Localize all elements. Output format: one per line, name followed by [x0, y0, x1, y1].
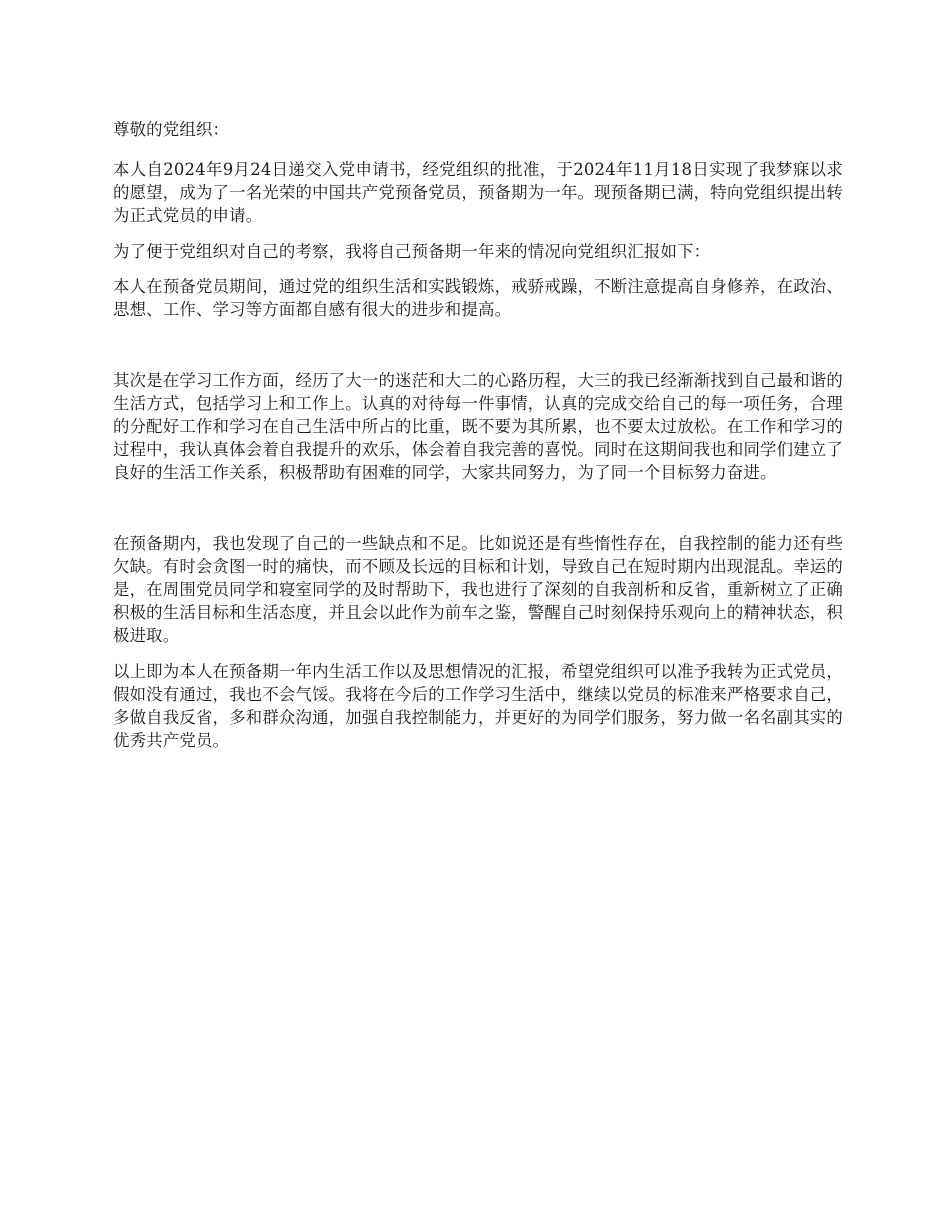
- salutation: 尊敬的党组织：: [113, 120, 230, 139]
- paragraph-political-growth: 本人在预备党员期间，通过党的组织生活和实践锻炼，戒骄戒躁，不断注意提高自身修养，在政治、思想、工作、学习等方面都自感有很大的进步和提高。: [113, 277, 843, 319]
- paragraph-study-work: 其次是在学习工作方面，经历了大一的迷茫和大二的心路历程，大三的我已经渐渐找到自己最和谐的生活方式，包括学习上和工作上。认真的对待每一件事情，认真的完成交给自己的每一项任务，合理的分配好工作和学习在自己生活中所占的比重，既不要为其所累，也不要太过放松。在工作和学习的过程中，我认真体会着自我提升的欢乐，体会着自我完善的喜悦。同时在这期间我也和同学们建立了良好的生活工作关系，积极帮助有困难的同学，大家共同努力，为了同一个目标努力奋进。: [113, 371, 843, 482]
- paragraph-shortcomings: 在预备期内，我也发现了自己的一些缺点和不足。比如说还是有些惰性存在，自我控制的能力还有些欠缺。有时会贪图一时的痛快，而不顾及长远的目标和计划，导致自己在短时期内出现混乱。幸运的是，在周围党员同学和寝室同学的及时帮助下，我也进行了深刻的自我剖析和反省，重新树立了正确积极的生活目标和生活态度，并且会以此作为前车之鉴，警醒自己时刻保持乐观向上的精神状态，积极进取。: [113, 534, 843, 645]
- paragraph-closing: 以上即为本人在预备期一年内生活工作以及思想情况的汇报，希望党组织可以准予我转为正式党员，假如没有通过，我也不会气馁。我将在今后的工作学习生活中，继续以党员的标准来严格要求自己，多做自我反省，多和群众沟通，加强自我控制能力，并更好的为同学们服务，努力做一名名副其实的优秀共产党员。: [113, 662, 843, 750]
- paragraph-intro: 本人自2024年9月24日递交入党申请书，经党组织的批准，于2024年11月18日实现了我梦寐以求的愿望，成为了一名光荣的中国共产党预备党员，预备期为一年。现预备期已满，特向党组织提出转为正式党员的申请。: [113, 160, 843, 225]
- paragraph-transition: 为了便于党组织对自己的考察，我将自己预备期一年来的情况向党组织汇报如下：: [113, 242, 711, 261]
- document-page: [113, 118, 843, 752]
